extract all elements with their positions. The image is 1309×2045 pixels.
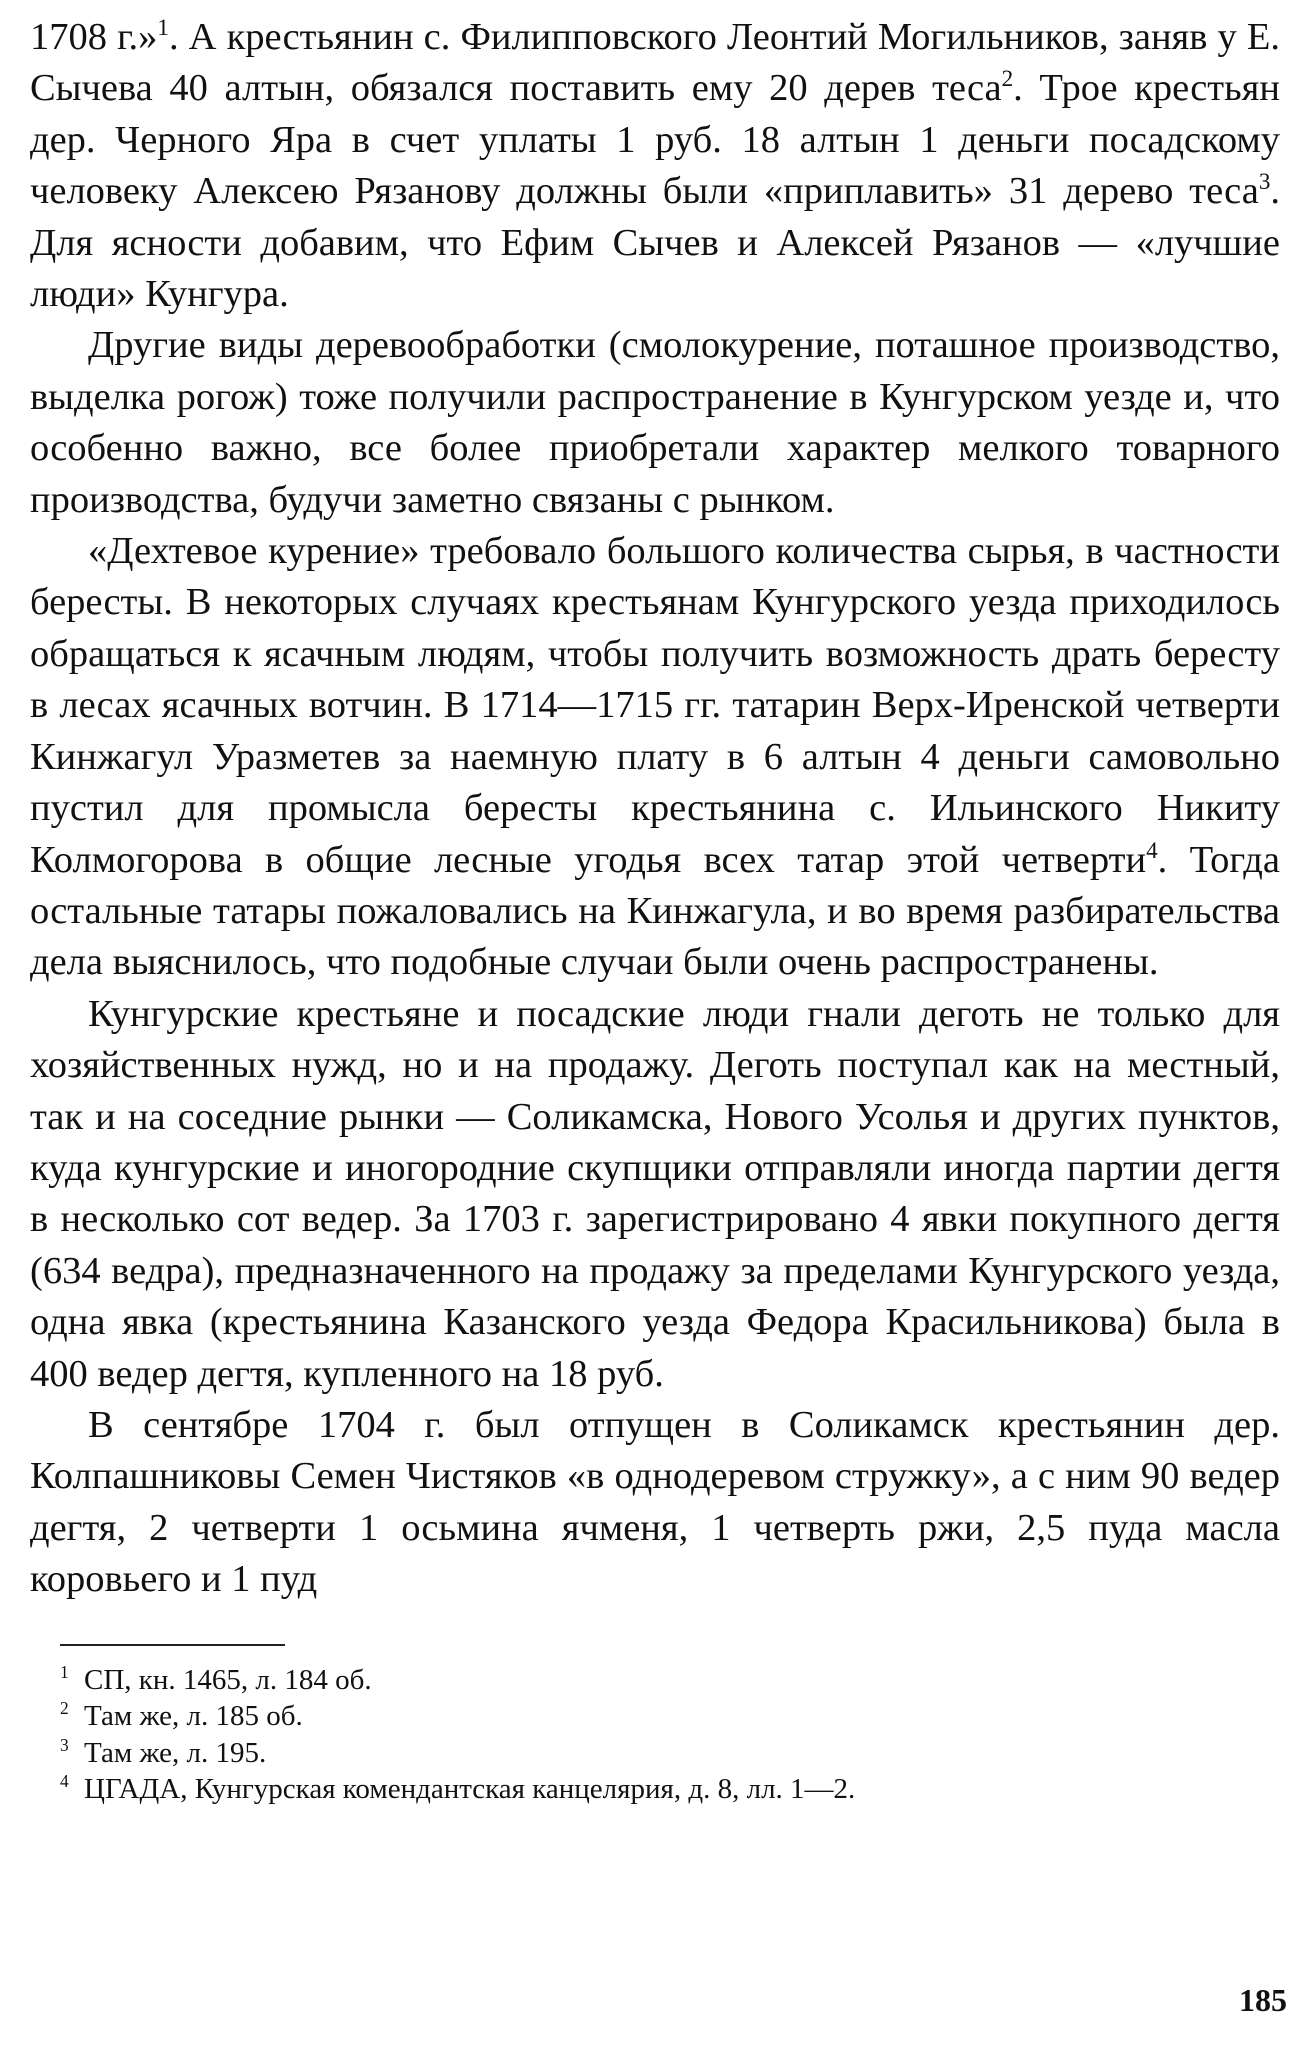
page-number: 185 [1239,1982,1287,2018]
paragraph-4: Кунгурские крестьяне и посадские люди гнали деготь не только для хозяйственных нужд, но и на продажу. Деготь поступал как на местный, так и на соседние рынки — Соликамска, Нового Усолья и других пунктов, куда кунгурские и иногородние скупщики отправляли иногда партии дегтя в несколько сот ведер. За 1703 г. зарегистрировано 4 явки покупного дегтя (634 ведра), предназначенного на продажу за пределами Кунгурского уезда, одна явка (крестьянина Казанского уезда Федора Красильникова) была в 400 ведер дегтя, купленного на 18 руб. [30,992,1280,1395]
footnote-ref-4: 4 [1146,836,1158,863]
paragraph-2: Другие виды деревообработки (смолокурение, поташное производство, выделка рогож) тоже получили распространение в Кунгурском уезде и, что особенно важно, все более приобретали характер мелкого товарного производства, будучи заметно связаны с рынком. [30,324,1280,521]
footnote-1: $^1$ СП, кн. 1465, л. 184 об. [60,1661,372,1696]
book-page [30,12,1280,1808]
footnote-ref-3: 3 [1258,168,1271,195]
footnote-3: $^3$ Там же, л. 195. [60,1734,267,1769]
paragraph-5: В сентябре 1704 г. был отпущен в Соликамск крестьянин дер. Колпашниковы Семен Чистяков «в однодеревом стружку», а с ним 90 ведер дегтя, 2 четверти 1 осьмина ячменя, 1 четверть ржи, 2,5 пуда масла коровьего и 1 пуд [30,1403,1280,1601]
footnote-4: $^4$ ЦГАДА, Кунгурская комендантская канцелярия, д. 8, лл. 1—2. [60,1771,856,1806]
paragraph-1: 1708 г.»$^1$. А крестьянин с. Филипповского Леонтий Могильников, заняв у Е. Сычева 40 алтын, обязался поставить ему 20 дерев теса$^2$. Трое крестьян дер. Черного Яра в счет уплаты 1 руб. 18 алтын 1 деньги посадскому человеку Алексею Рязанову должны были «приплавить» 31 дерево теса$^3$. Для ясности добавим, что Ефим Сычев и Алексей Рязанов — «лучшие люди» Кунгура. [30,14,1281,316]
footnote-divider [60,1644,285,1646]
footnote-ref-2: 2 [1001,65,1014,92]
body-text [30,12,1280,1606]
footnotes [30,1662,1280,1808]
footnote-2: $^2$ Там же, л. 185 об. [60,1698,303,1733]
paragraph-3: «Дехтевое курение» требовало большого количества сырья, в частности бересты. В некоторых случаях крестьянам Кунгурского уезда приходилось обращаться к ясачным людям, чтобы получить возможность драть бересту в лесах ясачных вотчин. В 1714—1715 гг. татарин Верх-Иренской четверти Кинжагул Уразметев за наемную плату в 6 алтын 4 деньги самовольно пустил для промысла бересты крестьянина с. Ильинского Никиту Колмогорова в общие лесные угодья всех татар этой четверти$^4$. Тогда остальные татары пожаловались на Кинжагула, и во время разбирательства дела выяснилось, что подобные случаи были очень распространены. [30,530,1280,984]
footnote-ref-1: 1 [157,14,169,41]
